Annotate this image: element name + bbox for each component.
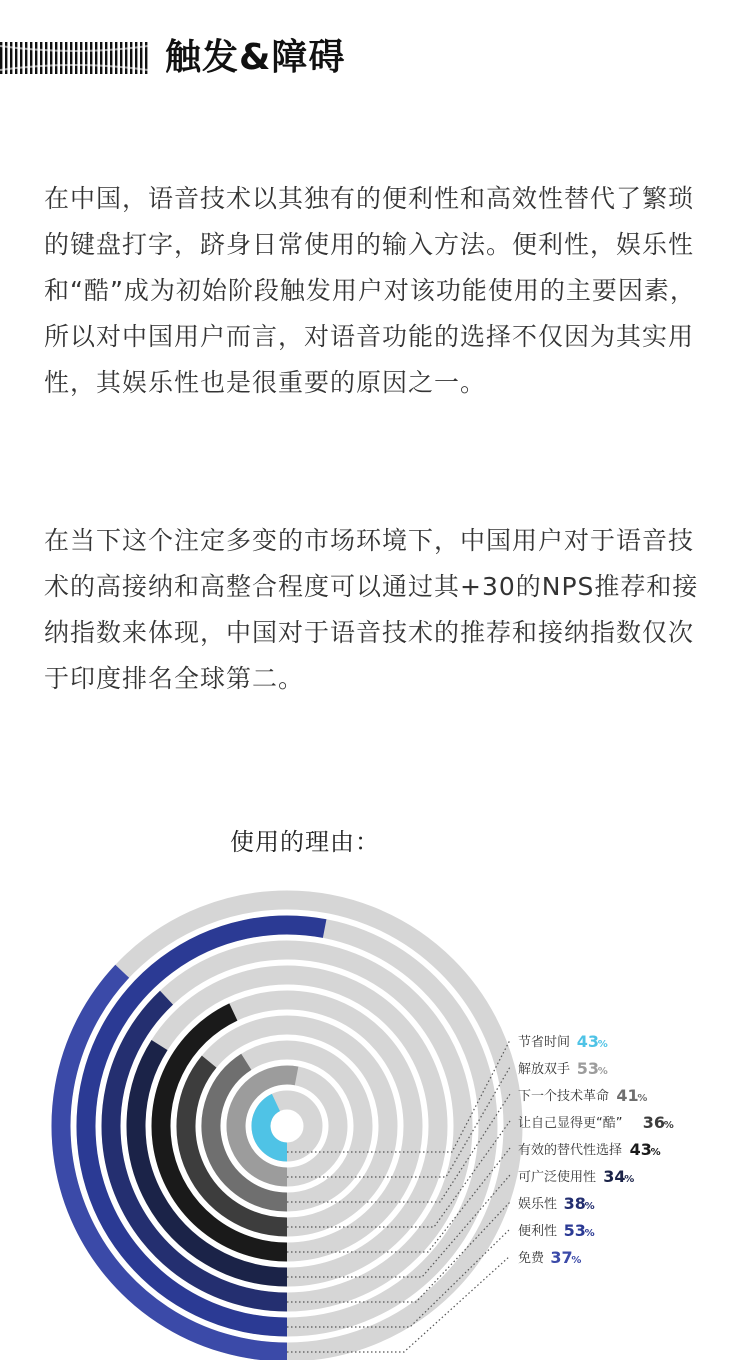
category-label: 便利性 <box>518 1224 558 1239</box>
value-unit: % <box>650 1147 661 1158</box>
striped-decoration <box>0 42 148 74</box>
category-label: 有效的替代性选择 <box>518 1143 623 1158</box>
value-label: 43 <box>629 1140 652 1159</box>
value-unit: % <box>597 1039 608 1050</box>
category-label: 下一个技术革命 <box>518 1089 610 1104</box>
category-label: 节省时间 <box>518 1035 571 1050</box>
value-unit: % <box>663 1120 674 1131</box>
value-unit: % <box>597 1066 608 1077</box>
radial-bar-chart <box>0 880 750 1360</box>
value-unit: % <box>624 1174 635 1185</box>
body-paragraph-2: 在当下这个注定多变的市场环境下，中国用户对于语音技术的高接纳和高整合程度可以通过其+30的NPS推荐和接纳指数来体现，中国对于语音技术的推荐和接纳指数仅次于印度排名全球第二。 <box>44 526 699 693</box>
value-label: 53 <box>576 1059 600 1078</box>
chart-title: 使用的理由： <box>230 828 380 856</box>
category-label: 让自己显得更“酷” <box>518 1116 623 1131</box>
value-unit: % <box>637 1093 648 1104</box>
value-label: 36 <box>642 1113 666 1132</box>
category-label: 解放双手 <box>518 1062 571 1077</box>
body-paragraph-1: 在中国，语音技术以其独有的便利性和高效性替代了繁琐的键盘打字，跻身日常使用的输入方法。便利性，娱乐性和“酷”成为初始阶段触发用户对该功能使用的主要因素，所以对中国用户而言，对语音功能的选择不仅因为其实用性，其娱乐性也是很重要的原因之一。 <box>44 184 696 397</box>
value-label: 34 <box>603 1167 626 1186</box>
center-hole <box>272 1111 303 1142</box>
section-title: 触发&障碍 <box>165 37 346 78</box>
value-label: 37 <box>550 1248 573 1267</box>
value-unit: % <box>571 1255 582 1266</box>
category-label: 娱乐性 <box>518 1197 558 1212</box>
value-unit: % <box>584 1201 595 1212</box>
value-label: 53 <box>563 1221 586 1240</box>
value-label: 43 <box>576 1032 600 1051</box>
value-label: 41 <box>616 1086 639 1105</box>
category-label: 免费 <box>518 1251 545 1266</box>
value-unit: % <box>584 1228 595 1239</box>
category-label: 可广泛使用性 <box>518 1170 597 1185</box>
chart-canvas <box>0 880 750 1360</box>
section-header <box>0 30 750 86</box>
value-label: 38 <box>563 1194 586 1213</box>
